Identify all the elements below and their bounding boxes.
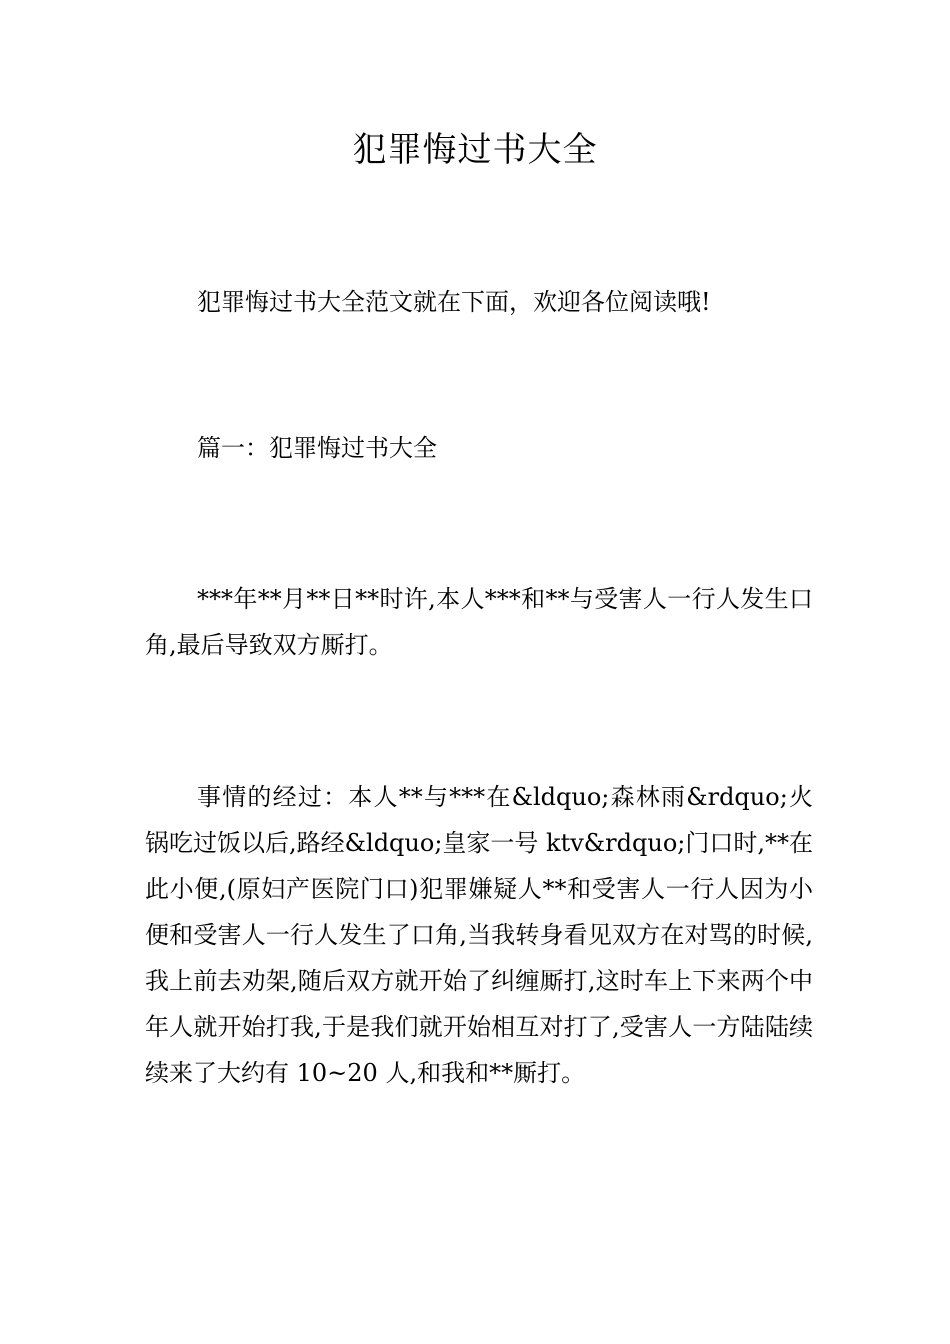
body-paragraph: ***年**月**日**时许,本人***和**与受害人一行人发生口角,最后导致双方厮打。 <box>145 585 813 659</box>
document-title: 犯罪悔过书大全 <box>352 130 598 170</box>
section-heading: 篇一：犯罪悔过书大全 <box>197 434 437 462</box>
intro-paragraph: 犯罪悔过书大全范文就在下面，欢迎各位阅读哦! <box>197 288 711 316</box>
body-paragraph: 事情的经过：本人**与***在&ldquo;森林雨&rdquo;火锅吃过饭以后,路经&ldquo;皇家一号 ktv&rdquo;门口时,**在此小便,(原妇产医院门口)犯罪嫌疑人**和受害人一行人因为小便和受害人一行人发生了口角,当我转身看见双方在对骂的时候,我上前去劝架,随后双方就开始了纠缠厮打,这时车上下来两个中年人就开始打我,于是我们就开始相互对打了,受害人一方陆陆续续来了大约有 10~20 人,和我和**厮打。 <box>145 783 813 1087</box>
